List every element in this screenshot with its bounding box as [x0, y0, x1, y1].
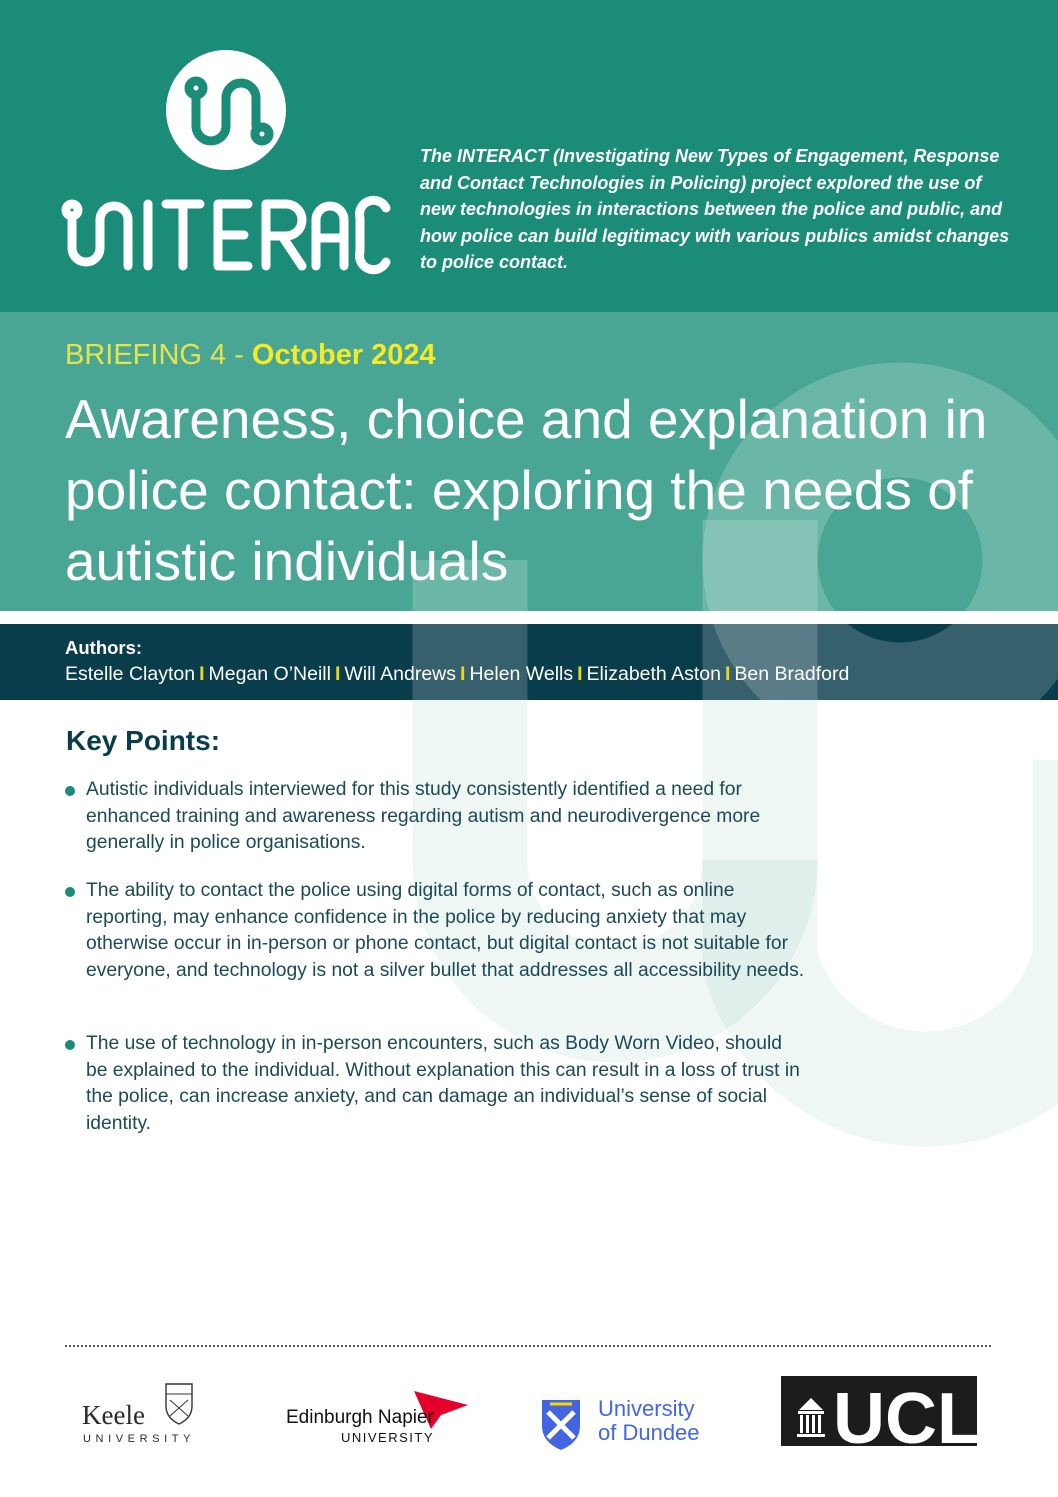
napier-sub: UNIVERSITY — [341, 1430, 435, 1445]
ucl-name: UCL — [833, 1379, 977, 1446]
project-intro: The INTERACT (Investigating New Types of Engagement, Response and Contact Technologies in Policing) project explored the use of new technologies in interactions between the police and public, and how police can build legitimacy with various publics amidst changes to police contact. — [420, 146, 1010, 273]
authors-band — [0, 624, 1058, 700]
key-point-item — [86, 777, 806, 857]
keele-university-logo — [82, 1380, 222, 1448]
keele-crest-icon — [166, 1384, 192, 1424]
author-separator: I — [724, 663, 731, 685]
briefing-date: October 2024 — [251, 339, 436, 371]
author-name: Ben Bradford — [734, 663, 850, 685]
edinburgh-napier-logo — [286, 1387, 476, 1447]
footer-divider — [65, 1345, 991, 1347]
bullet-icon — [65, 1040, 75, 1050]
dundee-line2: of Dundee — [598, 1420, 700, 1445]
page-title: Awareness, choice and explanation in police contact: exploring the needs of autistic individuals — [65, 388, 988, 592]
key-point-text: The ability to contact the police using digital forms of contact, such as online reporting, may enhance confidence in the police by reducing anxiety that may otherwise occur in in-person or phone contact, but digital contact is not suitable for everyone, and technology is not a silver bullet that addresses all accessibility needs. — [86, 880, 805, 981]
briefing-number: BRIEFING 4 - — [65, 339, 252, 371]
university-of-dundee-logo — [540, 1392, 720, 1452]
ucl-portico-icon — [797, 1398, 825, 1437]
author-separator: I — [460, 663, 466, 685]
napier-name: Edinburgh Napier — [286, 1407, 434, 1428]
authors-heading: Authors: — [65, 637, 143, 658]
key-point-text: The use of technology in in-person encounters, such as Body Worn Video, should be explained to the individual. Without explanation this can result in a loss of trust in the police, can increase anxiety, and can damage an individual’s sense of social identity. — [86, 1033, 800, 1134]
ucl-logo — [781, 1376, 977, 1446]
key-point-item — [86, 878, 806, 984]
author-name: Will Andrews — [344, 663, 457, 685]
author-separator: I — [577, 663, 583, 685]
author-separator: I — [199, 663, 205, 685]
bullet-icon — [65, 786, 75, 796]
author-name: Megan O’Neill — [208, 663, 331, 685]
key-point-text: Autistic individuals interviewed for this study consistently identified a need for enhanced training and awareness regarding autism and neurodivergence more generally in police organisations. — [86, 779, 761, 854]
interact-logo — [60, 48, 400, 278]
author-name: Helen Wells — [469, 663, 574, 685]
author-name: Estelle Clayton — [65, 663, 196, 685]
bullet-icon — [65, 887, 75, 897]
dundee-crest-icon — [542, 1400, 580, 1450]
author-separator: I — [334, 663, 341, 685]
keele-sub: UNIVERSITY — [83, 1433, 196, 1445]
dundee-line1: University — [598, 1396, 695, 1421]
keele-name: Keele — [82, 1400, 145, 1430]
key-point-item — [86, 1031, 806, 1137]
authors-list — [65, 663, 849, 686]
author-name: Elizabeth Aston — [586, 663, 721, 685]
logo-wordmark — [66, 200, 386, 269]
briefing-label — [65, 339, 436, 372]
ucl-mark — [781, 1376, 977, 1446]
key-points-heading: Key Points: — [66, 725, 221, 756]
